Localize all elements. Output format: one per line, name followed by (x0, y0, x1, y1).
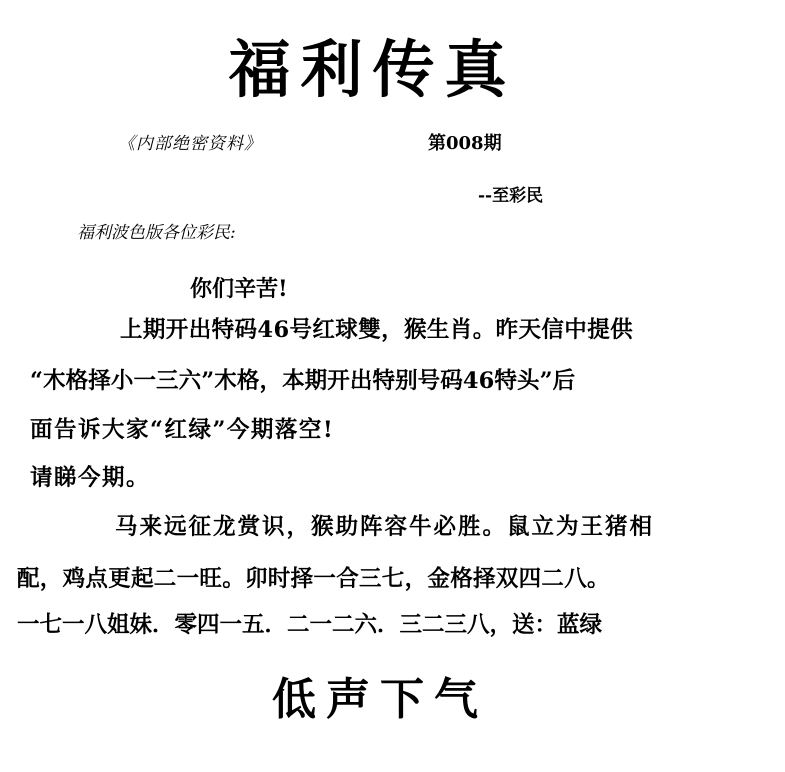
body-line: 上期开出特码46号红球雙，猴生肖。昨天信中提供 (120, 317, 634, 343)
greeting: 你们辛苦! (190, 276, 288, 302)
body-line: 面告诉大家“红绿”今期落空! (30, 417, 335, 443)
issue-number: 第008期 (428, 133, 502, 154)
confidential-label: 《内部绝密资料》 (118, 134, 262, 154)
salutation: 福利波色版各位彩民: (77, 223, 236, 243)
closing-phrase: 低声下气 (272, 674, 488, 725)
body-line: “木格择小一三六”木格，本期开出特别号码46特头”后 (30, 368, 576, 394)
body-line: 马来远征龙赏识，猴助阵容牛必胜。鼠立为王猪相 (115, 514, 655, 540)
body-line: 一七一八姐妹．零四一五．二一二六．三二三八，送：蓝绿 (17, 612, 603, 638)
addressee-line: --至彩民 (478, 186, 544, 206)
body-line: 配，鸡点更起二一旺。卯时择一合三七，金格择双四二八。 (17, 566, 610, 592)
body-line: 请睇今期。 (30, 465, 151, 491)
fax-title: 福利传真 (228, 33, 517, 106)
